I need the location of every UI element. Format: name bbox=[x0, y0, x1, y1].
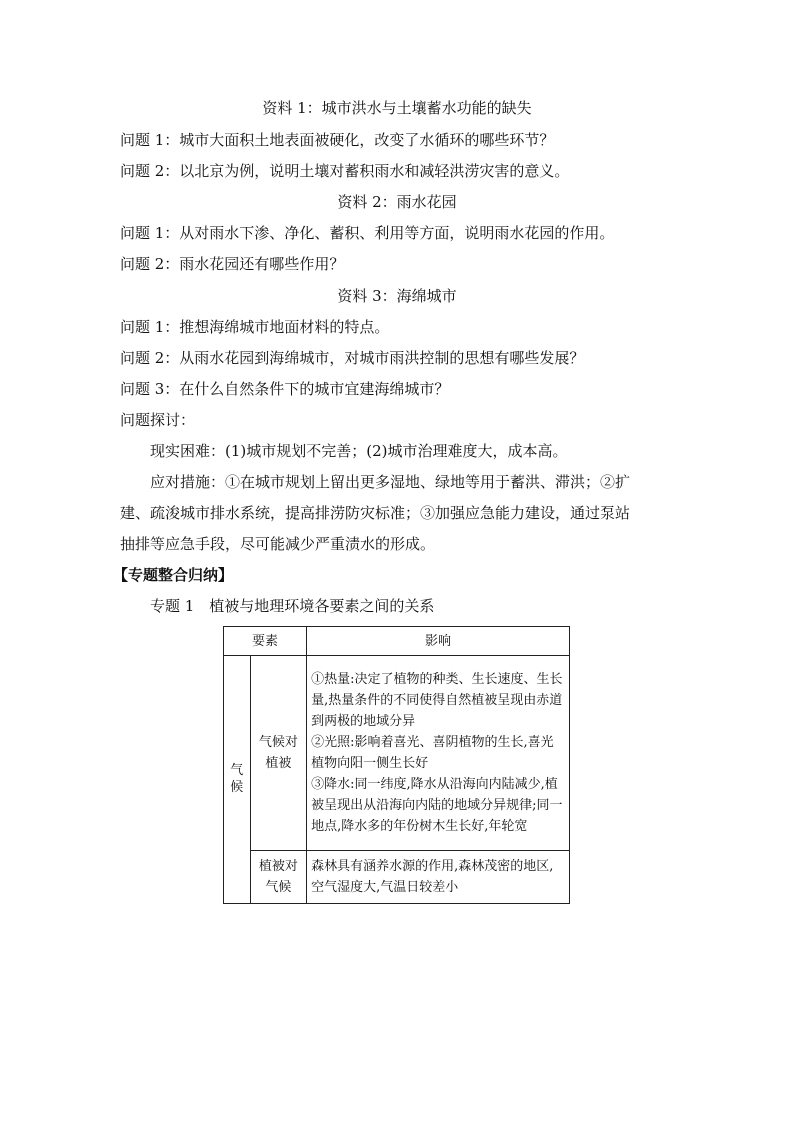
group-cell bbox=[224, 656, 251, 904]
table-header-row bbox=[224, 627, 570, 656]
table-row bbox=[224, 656, 570, 851]
discussion-measures-line-3: 抽排等应急手段，尽可能减少严重渍水的形成。 bbox=[120, 535, 436, 553]
material-2-question-2: 问题 2：雨水花园还有哪些作用？ bbox=[120, 255, 345, 273]
sub-factor-label: 植被对气候 bbox=[258, 859, 298, 895]
sub-factor-cell bbox=[250, 851, 306, 904]
effect-text: ①热量:决定了植物的种类、生长速度、生长量,热量条件的不同使得自然植被呈现由赤道到两极的地域分异 ②光照:影响着喜光、喜阴植物的生长,喜光植物向阳一侧生长好 ③降水:同一纬度,降水从沿海向内陆减少,植被呈现出从沿海向内陆的地域分异规律;同一地点,降水多的年份树木生长好,年轮宽 bbox=[311, 672, 563, 834]
effect-cell bbox=[307, 851, 570, 904]
vegetation-climate-table bbox=[223, 626, 570, 904]
sub-factor-cell bbox=[250, 656, 306, 851]
group-label: 气候 bbox=[230, 762, 244, 795]
effect-cell bbox=[307, 656, 570, 851]
table-row bbox=[224, 851, 570, 904]
header-factor: 要素 bbox=[224, 627, 307, 656]
effect-text: 森林具有涵养水源的作用,森林茂密的地区,空气湿度大,气温日较差小 bbox=[311, 859, 554, 895]
discussion-heading: 问题探讨： bbox=[120, 411, 196, 429]
material-2-title: 资料 2：雨水花园 bbox=[337, 193, 457, 211]
discussion-difficulty: 现实困难：(1)城市规划不完善；(2)城市治理难度大，成本高。 bbox=[150, 442, 568, 460]
topic-1-title: 专题 1 植被与地理环境各要素之间的关系 bbox=[150, 597, 435, 615]
material-2-question-1: 问题 1：从对雨水下渗、净化、蓄积、利用等方面，说明雨水花园的作用。 bbox=[120, 224, 615, 242]
discussion-measures-line-2: 建、疏浚城市排水系统，提高排涝防灾标准；③加强应急能力建设，通过泵站 bbox=[120, 504, 631, 522]
material-1-question-1: 问题 1：城市大面积土地表面被硬化，改变了水循环的哪些环节？ bbox=[120, 131, 555, 149]
discussion-measures-line-1: 应对措施：①在城市规划上留出更多湿地、绿地等用于蓄洪、滞洪；②扩 bbox=[150, 473, 631, 491]
material-3-question-2: 问题 2：从雨水花园到海绵城市，对城市雨洪控制的思想有哪些发展？ bbox=[120, 349, 585, 367]
summary-heading: 【专题整合归纳】 bbox=[113, 566, 234, 584]
material-1-question-2: 问题 2：以北京为例，说明土壤对蓄积雨水和减轻洪涝灾害的意义。 bbox=[120, 162, 570, 180]
material-1-title: 资料 1：城市洪水与土壤蓄水功能的缺失 bbox=[262, 99, 532, 117]
material-3-question-1: 问题 1：推想海绵城市地面材料的特点。 bbox=[120, 318, 390, 336]
sub-factor-label: 气候对植被 bbox=[258, 735, 298, 771]
header-effect: 影响 bbox=[307, 627, 570, 656]
material-3-title: 资料 3：海绵城市 bbox=[337, 287, 457, 305]
material-3-question-3: 问题 3：在什么自然条件下的城市宜建海绵城市？ bbox=[120, 380, 450, 398]
